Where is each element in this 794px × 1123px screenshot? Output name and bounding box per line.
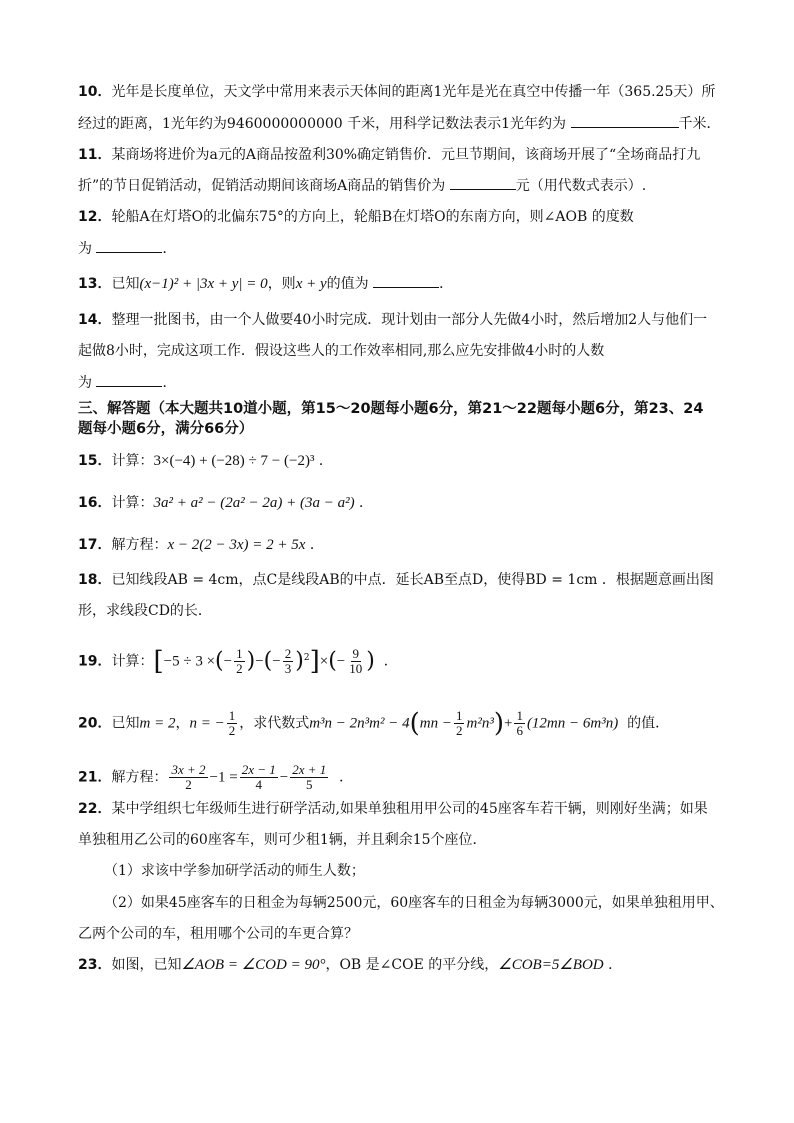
q14-text1: 整理一批图书，由一个人做要40小时完成．现计划由一部分人先做4小时，然后增加2人与他们一 <box>111 312 708 328</box>
q10-text1: 光年是长度单位，天文学中常用来表示天体间的距离1光年是光在真空中传播一年（365.25天）所 <box>111 84 716 100</box>
q12-end: ． <box>162 241 177 257</box>
q13-expression2: x + y <box>295 276 327 292</box>
q17-pre: 解方程： <box>111 537 168 553</box>
q21-line <box>78 763 758 792</box>
q16-pre: 计算： <box>111 495 154 511</box>
q18-number: 18． <box>78 572 112 588</box>
q13-end: ． <box>439 276 454 292</box>
q10-unit: 千米． <box>678 116 721 132</box>
q20-n-value: n = − <box>189 715 225 732</box>
q19-close-bracket: ] <box>309 646 320 677</box>
q21-e-num: 2x + 1 <box>292 762 327 777</box>
q19-line <box>78 647 758 676</box>
q23-number: 23． <box>78 957 112 973</box>
q20-paren-open: ( <box>409 708 420 739</box>
q20-half-num: 1 <box>455 708 463 723</box>
q21-fraction-a <box>169 763 207 792</box>
q11-number: 11． <box>78 147 112 163</box>
q20-n-den: 2 <box>228 723 236 738</box>
q19-minus2: − <box>255 653 264 670</box>
q10-text2: 经过的距离，1光年约为9460000000000 千米，用科学记数法表示1光年约为 <box>78 116 571 132</box>
q12-line1 <box>78 207 758 227</box>
q19-f3-num: 9 <box>352 646 359 661</box>
q22-text1: 某中学组织七年级师生进行研学活动,如果单独租用甲公司的45座客车若干辆，则刚好坐满；如果 <box>111 801 708 817</box>
q21-end: ． <box>339 769 354 786</box>
q19-number: 19． <box>78 653 112 670</box>
q21-e-den: 5 <box>305 777 313 792</box>
q17-expression: x − 2(2 − 3x) = 2 + 5x <box>167 537 306 553</box>
q20-n-num: 1 <box>228 708 236 723</box>
q13-post: 的值为 <box>326 276 374 292</box>
q19-open-bracket: [ <box>153 646 164 677</box>
q11-answer-blank[interactable] <box>450 175 516 190</box>
q22-sub2b-text: 乙两个公司的车，租用哪个公司的车更合算？ <box>78 926 358 942</box>
q10-line1 <box>78 82 758 102</box>
q20-sixth-den: 6 <box>516 723 523 738</box>
q20-plus: + <box>503 715 513 732</box>
q19-f3-den: 10 <box>349 661 363 676</box>
q11-line1 <box>78 145 758 165</box>
q14-line1 <box>78 310 758 330</box>
q13-answer-blank[interactable] <box>373 273 439 288</box>
q11-text3: 元（用代数式表示）. <box>515 178 647 194</box>
q19-square: 2 <box>303 652 310 663</box>
q20-number: 20． <box>78 715 112 732</box>
q21-number: 21． <box>78 769 112 786</box>
q22-line1 <box>78 799 758 819</box>
q14-text3: 为 <box>78 375 97 391</box>
q20-n-fraction <box>227 709 238 738</box>
section-heading-text1: 三、解答题（本大题共10道小题，第15～20题每小题6分，第21～22题每小题6分，第23、24 <box>78 401 704 417</box>
q18-line1 <box>78 570 758 590</box>
q17-line <box>78 535 758 555</box>
q19-term1: −5 ÷ 3 × <box>163 653 216 670</box>
q21-pre: 解方程： <box>111 769 168 786</box>
q21-fraction-c <box>240 763 278 792</box>
q19-fraction2 <box>283 647 294 676</box>
q20-post: 的值． <box>627 715 670 732</box>
q19-minus4: − <box>336 653 346 670</box>
q14-answer-blank[interactable] <box>96 372 162 387</box>
q21-c-den: 4 <box>255 777 262 792</box>
q22-sub1-text: （1）求该中学参加研学活动的师生人数； <box>104 863 365 879</box>
q23-mid: ，OB 是∠COE 的平分线， <box>325 957 499 973</box>
q13-expression: (x−1)² + |3x + y| = 0 <box>139 276 268 292</box>
q12-number: 12． <box>78 209 112 225</box>
q23-pre: 如图，已知 <box>111 957 182 973</box>
q15-number: 15． <box>78 453 112 469</box>
q12-answer-blank[interactable] <box>96 238 162 253</box>
q19-paren3-close: ) <box>366 648 375 674</box>
q20-sixth-fraction <box>514 709 525 738</box>
q20-expr-c: m²n³ <box>466 715 494 732</box>
q11-text2: 折”的节日促销活动，促销活动期间该商场A商品的销售价为 <box>78 178 450 194</box>
q14-number: 14． <box>78 312 112 328</box>
q11-text1: 某商场将进价为a元的A商品按盈利30%确定销售价．元旦节期间，该商场开展了“全场商品打九 <box>111 147 701 163</box>
q19-pre: 计算： <box>111 653 154 670</box>
q10-number: 10． <box>78 84 112 100</box>
q19-fraction1 <box>234 647 245 676</box>
q19-paren3-open: ( <box>328 648 337 674</box>
q12-text1: 轮船A在灯塔O的北偏东75°的方向上，轮船B在灯塔O的东南方向，则∠AOB 的度数 <box>111 209 634 225</box>
q13-pre: 已知 <box>111 276 140 292</box>
q10-answer-blank[interactable] <box>571 113 679 128</box>
q20-expr-a: m³n − 2n³m² − 4 <box>309 715 410 732</box>
q13-number: 13． <box>78 276 112 292</box>
q19-f1-num: 1 <box>236 646 243 661</box>
q19-f2-den: 3 <box>284 661 292 676</box>
q19-minus1: − <box>223 653 233 670</box>
q19-times: × <box>319 653 329 670</box>
q15-end: ． <box>314 453 333 469</box>
q11-line2 <box>78 175 758 196</box>
q14-text2: 起做8小时，完成这项工作．假设这些人的工作效率相同,那么应先安排做4小时的人数 <box>78 343 605 359</box>
q20-sixth-num: 1 <box>516 708 523 723</box>
q20-mid: ，求代数式 <box>239 715 310 732</box>
q22-sub2 <box>104 893 784 913</box>
q16-number: 16． <box>78 495 112 511</box>
q22-sub2-text: （2）如果45座客车的日租金为每辆2500元，60座客车的日租金为每辆3000元，如果单独租用甲、 <box>104 895 724 911</box>
q19-paren-open: ( <box>215 648 224 674</box>
q19-minus3: − <box>272 653 281 670</box>
q19-f2-num: 2 <box>284 646 292 661</box>
q21-a-num: 3x + 2 <box>171 762 206 777</box>
q20-m-value: m = 2 <box>139 715 176 732</box>
q15-pre: 计算： <box>111 453 154 469</box>
q20-line <box>78 709 758 738</box>
q23-end: ． <box>603 957 623 973</box>
q21-c-num: 2x − 1 <box>241 762 276 777</box>
q12-line2 <box>78 238 758 259</box>
q18-text2: 形，求线段CD的长． <box>78 603 212 619</box>
q22-number: 22． <box>78 801 112 817</box>
q20-expr-b: mn − <box>419 715 452 732</box>
section-heading-line1 <box>78 399 758 419</box>
q21-minus: − <box>279 769 289 786</box>
q10-line2 <box>78 113 758 134</box>
q21-fraction-e <box>290 763 328 792</box>
q19-paren-close: ) <box>246 648 256 674</box>
q12-text2: 为 <box>78 241 97 257</box>
q19-fraction3 <box>347 647 364 676</box>
q19-paren2-open: ( <box>263 648 273 674</box>
q21-a-den: 2 <box>185 777 192 792</box>
q13-line <box>78 273 758 294</box>
q17-number: 17． <box>78 537 112 553</box>
q22-sub1 <box>104 861 784 881</box>
q16-expression: 3a² + a² − (2a² − 2a) + (3a − a²) <box>153 495 355 511</box>
q14-line2 <box>78 341 758 361</box>
section-heading-text2: 题每小题6分，满分66分） <box>78 421 254 437</box>
q14-line3 <box>78 372 758 393</box>
q22-sub2-cont <box>78 924 758 944</box>
q21-mid: −1 = <box>209 769 238 786</box>
q20-paren-close: ) <box>493 708 504 739</box>
q16-end: ． <box>354 495 374 511</box>
q19-end: ． <box>383 653 398 670</box>
q14-end: ． <box>162 375 177 391</box>
q18-text1: 已知线段AB = 4cm，点C是线段AB的中点．延长AB至点D，使得BD = 1cm ．根据题意画出图 <box>111 572 714 588</box>
q20-pre: 已知 <box>111 715 140 732</box>
q20-half-den: 2 <box>455 723 463 738</box>
q23-expression2: ∠COB=5∠BOD <box>498 957 604 973</box>
q20-half-fraction <box>454 709 465 738</box>
q20-expr-d: (12mn − 6m³n) <box>526 715 619 732</box>
q23-line <box>78 955 758 975</box>
q17-end: ． <box>305 537 324 553</box>
q19-f1-den: 2 <box>236 661 243 676</box>
section-heading-line2 <box>78 419 758 439</box>
q15-expression: 3×(−4) + (−28) ÷ 7 − (−2)³ <box>153 453 315 469</box>
q15-line <box>78 451 758 471</box>
q13-mid: ，则 <box>267 276 296 292</box>
q20-comma: ， <box>175 715 190 732</box>
q22-text2: 单独租用乙公司的60座客车，则可少租1辆，并且剩余15个座位． <box>78 832 487 848</box>
q18-line2 <box>78 601 758 621</box>
q16-line <box>78 493 758 513</box>
q22-line2 <box>78 830 758 850</box>
q19-paren2-close: ) <box>295 648 304 674</box>
q23-expression: ∠AOB = ∠COD = 90° <box>181 957 326 973</box>
